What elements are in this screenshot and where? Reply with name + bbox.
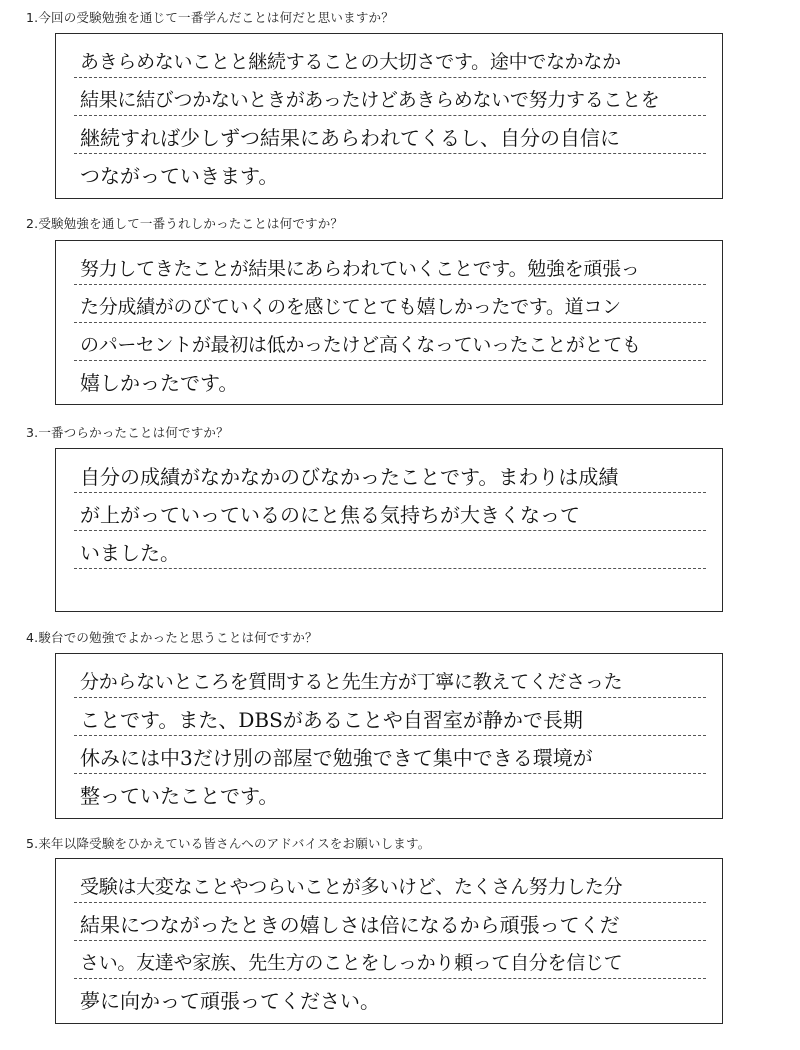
answer-4-line-2: ことです。また、DBSがあることや自習室が静かで長期 xyxy=(74,698,706,736)
answer-box-4 xyxy=(55,653,723,819)
answer-5-line-3: さい。友達や家族、先生方のことをしっかり頼って自分を信じて xyxy=(74,941,706,979)
answer-4-line-3: 休みには中3だけ別の部屋で勉強できて集中できる環境が xyxy=(74,736,706,774)
answer-3-line-1: 自分の成績がなかなかのびなかったことです。まわりは成績 xyxy=(74,455,706,493)
question-2-label: 2.受験勉強を通して一番うれしかったことは何ですか？ xyxy=(26,216,344,231)
answer-3-line-2: が上がっていっているのにと焦る気持ちが大きくなって xyxy=(74,493,706,531)
answer-2-line-4: 嬉しかったです。 xyxy=(80,371,239,395)
question-3-label: 3.一番つらかったことは何ですか？ xyxy=(26,425,229,440)
answer-5-line-1: 受験は大変なことやつらいことが多いけど、たくさん努力した分 xyxy=(74,865,706,903)
answer-2-line-3: のパーセントが最初は低かったけど高くなっていったことがとても xyxy=(74,323,706,361)
answer-1-line-2: 結果に結びつかないときがあったけどあきらめないで努力することを xyxy=(74,78,706,116)
answer-2-line-2: た分成績がのびていくのを感じてとても嬉しかったです。道コン xyxy=(74,285,706,323)
answer-1-line-3: 継続すれば少しずつ結果にあらわれてくるし、自分の自信に xyxy=(74,116,706,154)
answer-5-line-2: 結果につながったときの嬉しさは倍になるから頑張ってくだ xyxy=(74,903,706,941)
answer-box-2 xyxy=(55,240,723,405)
answer-box-1 xyxy=(55,33,723,199)
answer-3-line-3: いました。 xyxy=(74,531,706,569)
answer-2-line-1: 努力してきたことが結果にあらわれていくことです。勉強を頑張っ xyxy=(74,247,706,285)
answer-5-line-4: 夢に向かって頑張ってください。 xyxy=(80,989,380,1013)
answer-4-line-4: 整っていたことです。 xyxy=(80,784,279,808)
answer-box-3 xyxy=(55,448,723,612)
answer-1-line-4: つながっていきます。 xyxy=(80,164,279,188)
answer-box-5 xyxy=(55,858,723,1024)
question-1-label: 1.今回の受験勉強を通じて一番学んだことは何だと思いますか？ xyxy=(26,10,394,25)
answer-4-line-1: 分からないところを質問すると先生方が丁寧に教えてくださった xyxy=(74,660,706,698)
answer-1-line-1: あきらめないことと継続することの大切さです。途中でなかなか xyxy=(74,40,706,78)
question-5-label: 5.来年以降受験をひかえている皆さんへのアドバイスをお願いします。 xyxy=(26,836,431,851)
question-4-label: 4.駿台での勉強でよかったと思うことは何ですか？ xyxy=(26,630,318,645)
answer-3-line-4 xyxy=(74,569,706,606)
